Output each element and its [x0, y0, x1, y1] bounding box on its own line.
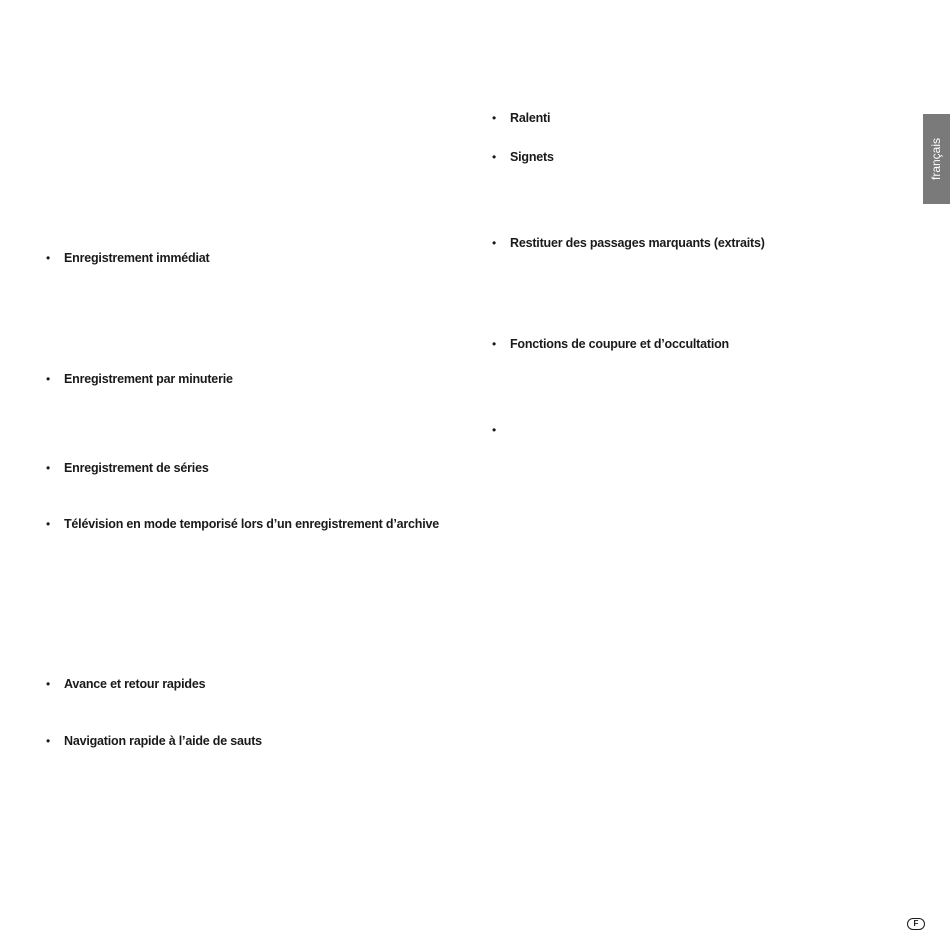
- list-item-empty: [492, 423, 510, 437]
- list-item-timer-recording: [46, 372, 233, 386]
- bullet-icon: •: [46, 677, 51, 691]
- list-item-label: Enregistrement par minuterie: [64, 372, 233, 386]
- bullet-icon: •: [46, 734, 51, 748]
- list-item-label: Télévision en mode temporisé lors d’un enregistrement d’archive: [64, 517, 440, 531]
- list-item-highlights: [492, 236, 765, 250]
- list-item-label: Signets: [510, 150, 554, 164]
- country-mark-icon: [907, 918, 925, 930]
- bullet-icon: •: [492, 423, 497, 437]
- list-item-label: Enregistrement immédiat: [64, 251, 210, 265]
- bullet-icon: •: [46, 461, 51, 475]
- list-item-time-shift-tv: [46, 517, 439, 531]
- bullet-icon: •: [46, 517, 51, 531]
- list-item-label: Navigation rapide à l’aide de sauts: [64, 734, 262, 748]
- bullet-icon: •: [492, 337, 497, 351]
- bullet-icon: •: [492, 111, 497, 125]
- bullet-icon: •: [46, 372, 51, 386]
- list-item-label: Enregistrement de séries: [64, 461, 209, 475]
- list-item-label: Ralenti: [510, 111, 551, 125]
- list-item-label: Restituer des passages marquants (extraits): [510, 236, 765, 250]
- list-item-slow-motion: [492, 111, 550, 125]
- bullet-icon: •: [492, 150, 497, 164]
- bullet-icon: •: [492, 236, 497, 250]
- list-item-bookmarks: [492, 150, 554, 164]
- list-item-label: Avance et retour rapides: [64, 677, 206, 691]
- country-mark-label: F: [913, 919, 919, 928]
- list-item-label: Fonctions de coupure et d’occultation: [510, 337, 729, 351]
- bullet-icon: •: [46, 251, 51, 265]
- list-item-fast-forward-rewind: [46, 677, 205, 691]
- language-tab: [923, 114, 950, 204]
- language-tab-label: français: [929, 137, 944, 181]
- list-item-jump-navigation: [46, 734, 262, 748]
- list-item-cut-hide-functions: [492, 337, 729, 351]
- list-item-series-recording: [46, 461, 209, 475]
- list-item-immediate-recording: [46, 251, 209, 265]
